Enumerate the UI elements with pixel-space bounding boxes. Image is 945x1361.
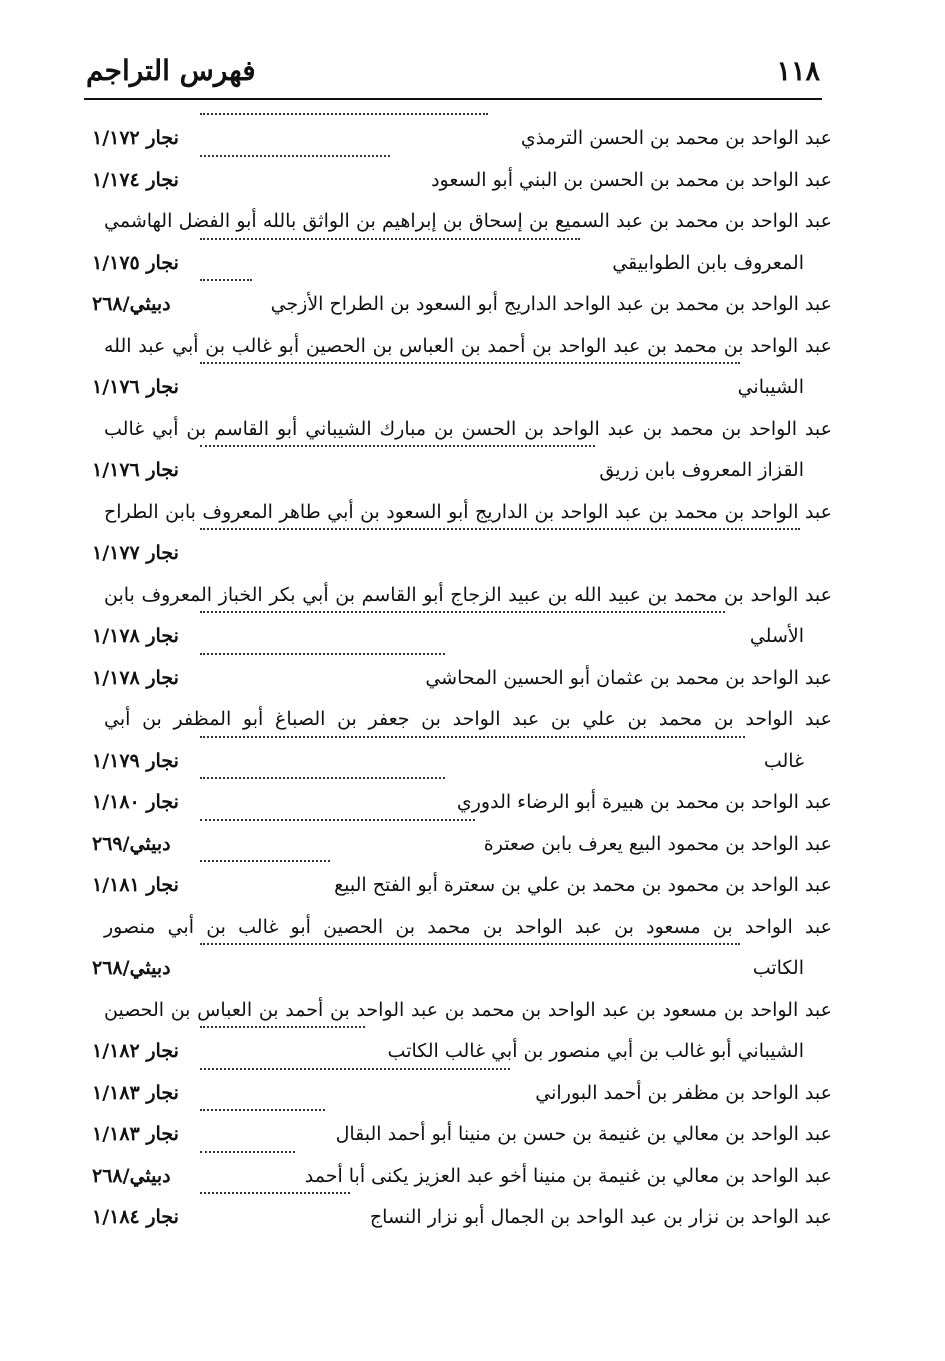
leader-dots	[200, 1151, 295, 1153]
leader-dots	[200, 1068, 510, 1070]
entry-name: عبد الواحد بن مسعود بن عبد الواحد بن محمد بن الحصين أبو غالب بن أبي منصور	[104, 915, 832, 938]
leader-dots	[200, 362, 740, 364]
entry-name: عبد الواحد بن محمد بن عبيد الله بن عبيد الزجاج أبو القاسم بن أبي بكر الخباز المعروف بابن	[104, 583, 832, 606]
entry-reference: نجار ١/١٧٦	[92, 376, 179, 398]
entry-name: عبد الواحد بن محمد بن عبد الواحد الداريج أبو السعود بن الطراح الأزجي	[270, 293, 832, 315]
entry-reference: نجار ١/١٧٨	[92, 666, 179, 689]
entry-name: عبد الواحد بن محمد بن عبد السميع بن إسحاق بن إبراهيم بن الواثق بالله أبو الفضل الهاشمي	[104, 210, 832, 232]
entry-line	[92, 243, 832, 285]
entry-name: غالب	[763, 749, 804, 772]
entry-line	[92, 1156, 832, 1198]
entry-reference: دبيثي/٢٦٨	[92, 957, 171, 979]
page-number: ١١٨	[776, 56, 820, 87]
running-title: فهرس التراجم	[86, 54, 256, 87]
entry-reference: نجار ١/١٧٧	[92, 542, 179, 564]
entry-reference: نجار ١/١٨٤	[92, 1206, 179, 1228]
entry-name: عبد الواحد بن محمد بن عبد الواحد بن الحسن بن مبارك الشيباني أبو القاسم بن أبي غالب	[104, 417, 832, 440]
entry-name: عبد الواحد بن محمد بن الحسن بن البني أبو السعود	[431, 168, 832, 191]
entry-reference: نجار ١/١٧٤	[92, 168, 179, 191]
entry-line	[92, 118, 832, 160]
entry-line	[92, 1073, 832, 1115]
leader-dots	[200, 653, 445, 655]
index-entries	[92, 118, 832, 1239]
entry-line	[92, 326, 832, 368]
entry-reference: نجار ١/١٨٣	[92, 1123, 179, 1145]
entry-name: الأسلي	[749, 625, 804, 647]
entry-line	[92, 616, 832, 658]
page-header	[84, 52, 822, 100]
entry-name: عبد الواحد بن محمود بن محمد بن علي بن سعترة أبو الفتح البيع	[334, 874, 832, 896]
entry-name: القزاز المعروف بابن زريق	[599, 459, 804, 481]
leader-dots	[200, 860, 330, 862]
entry-name: الشيباني أبو غالب بن أبي منصور بن أبي غالب الكاتب	[387, 1040, 804, 1062]
leader-dots	[200, 736, 745, 738]
entry-line	[92, 1197, 832, 1239]
entry-line	[92, 824, 832, 866]
entry-name: عبد الواحد بن محمود البيع يعرف بابن صعترة	[483, 832, 832, 855]
entry-name: الشيباني	[737, 376, 804, 398]
entry-name: عبد الواحد بن محمد بن عثمان أبو الحسين المحاشي	[425, 666, 832, 689]
entry-line	[92, 284, 832, 326]
leader-dots	[200, 528, 800, 530]
leader-dots	[200, 1026, 365, 1028]
entry-line	[92, 409, 832, 451]
entry-line	[92, 201, 832, 243]
entry-line	[92, 160, 832, 202]
entry-name: عبد الواحد بن مظفر بن أحمد البوراني	[535, 1081, 832, 1104]
entry-name: عبد الواحد بن محمد بن الحسن الترمذي	[520, 127, 832, 149]
entry-line	[92, 1114, 832, 1156]
leader-dots	[200, 113, 488, 115]
leader-dots	[200, 777, 445, 779]
entry-reference: نجار ١/١٨٣	[92, 1081, 179, 1104]
entry-reference: دبيثي/٢٦٩	[92, 832, 171, 855]
leader-dots	[200, 1109, 325, 1111]
entry-name: عبد الواحد بن محمد بن عبد الواحد بن أحمد بن العباس بن الحصين أبو غالب بن أبي عبد الله	[104, 334, 832, 357]
entry-name: عبد الواحد بن محمد بن عبد الواحد بن الداريج أبو السعود بن أبي طاهر المعروف بابن الطراح	[104, 500, 832, 523]
entry-reference: دبيثي/٢٦٨	[92, 293, 171, 315]
entry-reference: نجار ١/١٨١	[92, 874, 179, 896]
entry-name: عبد الواحد بن مسعود بن عبد الواحد بن محمد بن عبد الواحد بن أحمد بن العباس بن الحصين	[104, 998, 832, 1021]
entry-line	[92, 367, 832, 409]
entry-line	[92, 907, 832, 949]
entry-name: عبد الواحد بن محمد بن هبيرة أبو الرضاء الدوري	[456, 791, 832, 813]
entry-name: عبد الواحد بن معالي بن غنيمة بن حسن بن منينا أبو أحمد البقال	[335, 1123, 832, 1145]
leader-dots	[200, 611, 725, 613]
leader-dots	[200, 819, 475, 821]
entry-line	[92, 741, 832, 783]
entry-reference: دبيثي/٢٦٨	[92, 1164, 171, 1187]
leader-dots	[200, 943, 740, 945]
entry-line	[92, 990, 832, 1032]
entry-reference: نجار ١/١٧٨	[92, 625, 179, 647]
entry-reference: نجار ١/١٧٩	[92, 749, 179, 772]
entry-reference: نجار ١/١٧٥	[92, 251, 179, 274]
entry-line	[92, 865, 832, 907]
leader-dots	[200, 238, 580, 240]
entry-line	[92, 575, 832, 617]
entry-line	[92, 450, 832, 492]
leader-dots	[200, 1192, 350, 1194]
entry-name: عبد الواحد بن معالي بن غنيمة بن منينا أخو عبد العزيز يكنى أبا أحمد	[304, 1164, 832, 1187]
entry-name: عبد الواحد بن نزار بن عبد الواحد بن الجمال أبو نزار النساج	[369, 1206, 832, 1228]
leader-dots	[200, 445, 595, 447]
entry-reference: نجار ١/١٧٦	[92, 459, 179, 481]
entry-name: الكاتب	[752, 957, 804, 979]
entry-line	[92, 699, 832, 741]
entry-reference: نجار ١/١٨٢	[92, 1040, 179, 1062]
entry-line	[92, 1031, 832, 1073]
entry-line	[92, 658, 832, 700]
entry-line	[92, 782, 832, 824]
entry-line	[92, 533, 832, 575]
entry-reference: نجار ١/١٨٠	[92, 791, 179, 813]
leader-dots	[200, 279, 252, 281]
entry-name: عبد الواحد بن محمد بن علي بن عبد الواحد بن جعفر بن الصباغ أبو المظفر بن أبي	[104, 708, 832, 730]
entry-reference: نجار ١/١٧٢	[92, 127, 179, 149]
leader-dots	[200, 155, 390, 157]
entry-line	[92, 492, 832, 534]
entry-line	[92, 948, 832, 990]
entry-name: المعروف بابن الطوابيقي	[612, 251, 804, 274]
